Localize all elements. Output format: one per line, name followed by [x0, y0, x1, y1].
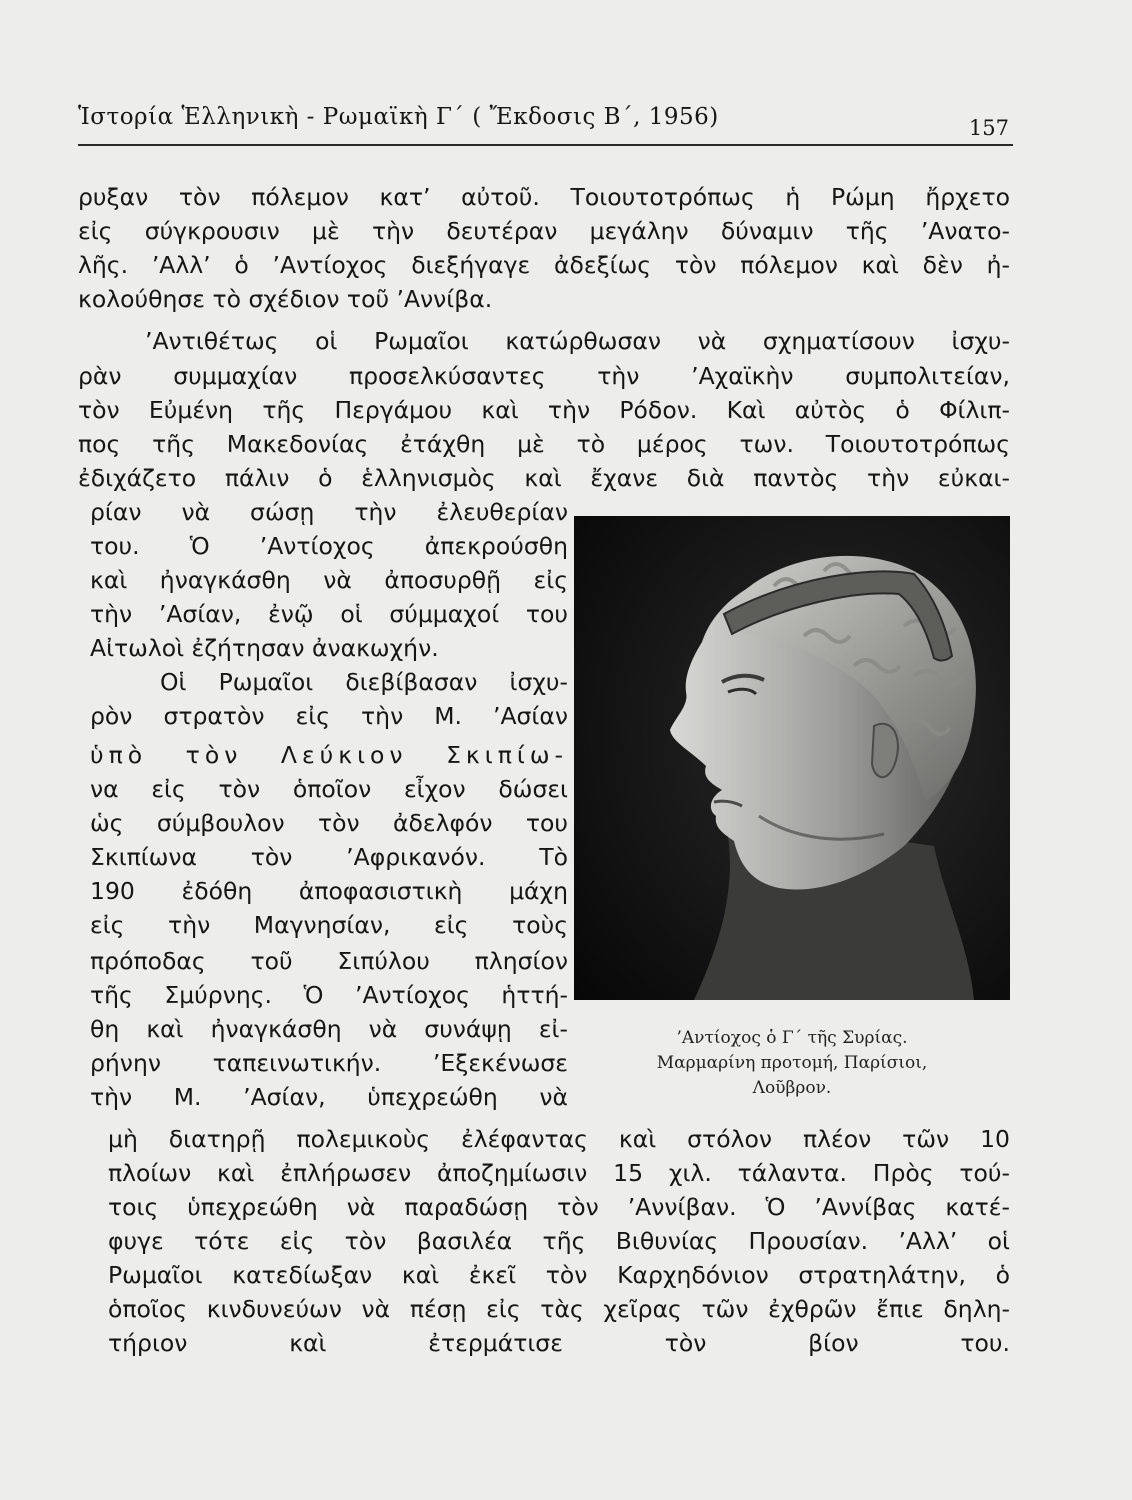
- text-line: ὡς σύμβουλον τὸν ἀδελφόν του: [90, 809, 568, 837]
- text-line: φυγε τότε εἰς τὸν βασιλέα τῆς Βιθυνίας Προυσίαν. ’Αλλ’ οἱ: [108, 1227, 1010, 1255]
- caption-line: ’Αντίοχος ὁ Γ΄ τῆς Συρίας.: [676, 1028, 908, 1048]
- bust-photograph: [574, 516, 1010, 1000]
- text-line: μὴ διατηρῇ πολεμικοὺς ἐλέφαντας καὶ στόλον πλέον τῶν 10: [108, 1125, 1010, 1153]
- text-line: ρὰν συμμαχίαν προσελκύσαντες τὴν ’Αχαϊκὴν συμπολιτείαν,: [78, 362, 1010, 390]
- text-line: τὴν Μ. ’Ασίαν, ὑπεχρεώθη νὰ: [90, 1083, 568, 1111]
- text-line: Αἰτωλοὶ ἐζήτησαν ἀνακωχήν.: [90, 634, 439, 662]
- text-line: ὁποῖος κινδυνεύων νὰ πέσῃ εἰς τὰς χεῖρας τῶν ἐχθρῶν ἔπιε δηλη-: [108, 1295, 1010, 1323]
- running-header: [78, 92, 1013, 146]
- text-line: ρυξαν τὸν πόλεμον κατ’ αὐτοῦ. Τοιουτοτρόπως ἡ Ρώμη ἤρχετο: [78, 183, 1010, 211]
- text-line: Ρωμαῖοι κατεδίωξαν καὶ ἐκεῖ τὸν Καρχηδόνιον στρατηλάτην, ὁ: [108, 1261, 1010, 1289]
- text-line: τὴν ’Ασίαν, ἐνῷ οἱ σύμμαχοί του: [90, 600, 568, 628]
- text-line: τὸν Εὐμένη τῆς Περγάμου καὶ τὴν Ρόδον. Καὶ αὐτὸς ὁ Φίλιπ-: [78, 396, 1010, 424]
- figure-caption: [574, 1026, 1010, 1101]
- page-number: 157: [968, 116, 1009, 140]
- text-line: τήριον καὶ ἐτερμάτισε τὸν βίον του.: [108, 1329, 1010, 1357]
- text-line: εἰς τὴν Μαγνησίαν, εἰς τοὺς: [90, 911, 568, 939]
- text-line: πος τῆς Μακεδονίας ἐτάχθη μὲ τὸ μέρος των. Τοιουτοτρόπως: [78, 430, 1010, 458]
- text-line: ἐδιχάζετο πάλιν ὁ ἑλληνισμὸς καὶ ἔχανε διὰ παντὸς τὴν εὐκαι-: [78, 464, 1010, 492]
- caption-line: Μαρμαρίνη προτομή, Παρίσιοι,: [656, 1053, 928, 1073]
- text-line: θη καὶ ἠναγκάσθη νὰ συνάψῃ εἰ-: [90, 1015, 568, 1043]
- text-line: ρὸν στρατὸν εἰς τὴν Μ. ’Ασίαν: [90, 702, 568, 730]
- text-line: ρίαν νὰ σώσῃ τὴν ἐλευθερίαν: [90, 498, 568, 526]
- bust-illustration: [574, 516, 1010, 1000]
- text-line: του. Ὁ ’Αντίοχος ἀπεκρούσθη: [90, 532, 568, 560]
- text-line: πλοίων καὶ ἐπλήρωσεν ἀποζημίωσιν 15 χιλ. τάλαντα. Πρὸς τού-: [108, 1159, 1010, 1187]
- header-title: Ἱστορία Ἑλληνικὴ - Ρωμαϊκὴ Γ΄ ( Ἔκδοσις Β΄, 1956): [78, 104, 719, 130]
- text-line: 190 ἐδόθη ἀποφασιστικὴ μάχη: [90, 877, 568, 905]
- text-line: καὶ ἠναγκάσθη νὰ ἀποσυρθῇ εἰς: [90, 566, 568, 594]
- text-line: κολούθησε τὸ σχέδιον τοῦ ’Αννίβα.: [78, 285, 493, 313]
- text-line: ρήνην ταπεινωτικήν. ’Εξεκένωσε: [90, 1049, 568, 1077]
- text-line: Σκιπίωνα τὸν ’Αφρικανόν. Τὸ: [90, 843, 568, 871]
- text-line: τοις ὑπεχρεώθη νὰ παραδώσῃ τὸν ’Αννίβαν. Ὁ ’Αννίβας κατέ-: [108, 1193, 1010, 1221]
- paragraph-start: Οἱ Ρωμαῖοι διεβίβασαν ἰσχυ-: [160, 668, 568, 696]
- text-line: πρόποδας τοῦ Σιπύλου πλησίον: [90, 947, 568, 975]
- text-line: εἰς σύγκρουσιν μὲ τὴν δευτέραν μεγάλην δύναμιν τῆς ’Ανατο-: [78, 217, 1010, 245]
- caption-line: Λοῦβρον.: [752, 1078, 832, 1098]
- text-line: τῆς Σμύρνης. Ὁ ’Αντίοχος ἡττή-: [90, 981, 568, 1009]
- spaced-name-line: ὑπὸ τὸν Λεύκιον Σκιπίω-: [90, 741, 568, 769]
- text-line: λῆς. ’Αλλ’ ὁ ’Αντίοχος διεξήγαγε ἀδεξίως τὸν πόλεμον καὶ δὲν ἠ-: [78, 251, 1010, 279]
- text-line: να εἰς τὸν ὁποῖον εἶχον δώσει: [90, 775, 568, 803]
- paragraph-start: ’Αντιθέτως οἱ Ρωμαῖοι κατώρθωσαν νὰ σχηματίσουν ἰσχυ-: [145, 327, 1010, 355]
